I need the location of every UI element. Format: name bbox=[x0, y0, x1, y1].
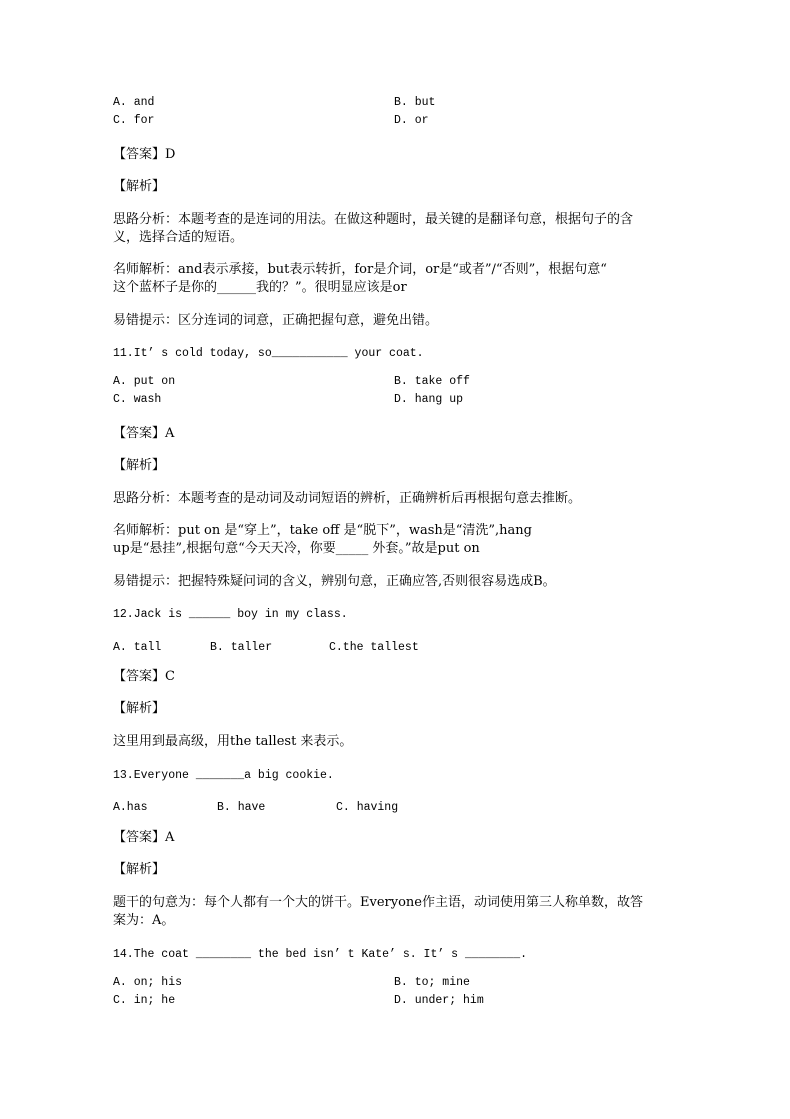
q10-option-d: D. or bbox=[394, 114, 429, 127]
q12-stem: 12.Jack is ______ boy in my class. bbox=[113, 608, 348, 621]
q14-option-c: C. in; he bbox=[113, 994, 176, 1007]
q14-option-d: D. under; him bbox=[394, 994, 484, 1007]
q11-option-a: A. put on bbox=[113, 375, 176, 388]
q13-option-c: C. having bbox=[336, 801, 399, 814]
q10-option-c: C. for bbox=[113, 114, 155, 127]
q12-option-c: C.the tallest bbox=[329, 641, 419, 654]
q14-option-b: B. to; mine bbox=[394, 976, 470, 989]
q12-analysis-label: 【解析】 bbox=[113, 701, 166, 716]
q10-idea-line-1: 思路分析：本题考查的是连词的用法。在做这种题时，最关键的是翻译句意，根据句子的含 bbox=[113, 212, 634, 227]
q10-option-b: B. but bbox=[394, 96, 436, 109]
q11-idea: 思路分析：本题考查的是动词及动词短语的辨析，正确辨析后再根据句意去推断。 bbox=[113, 491, 582, 506]
q13-explanation-line-1: 题干的句意为：每个人都有一个大的饼干。Everyone作主语，动词使用第三人称单数，故答 bbox=[113, 895, 643, 910]
q14-option-a: A. on; his bbox=[113, 976, 183, 989]
q12-option-a: A. tall bbox=[113, 641, 162, 654]
q11-option-c: C. wash bbox=[113, 393, 162, 406]
q11-analysis-label: 【解析】 bbox=[113, 458, 166, 473]
q10-teacher-line-2: 这个蓝杯子是你的______我的？”。很明显应该是or bbox=[113, 280, 407, 295]
q12-option-b: B. taller bbox=[210, 641, 273, 654]
q10-teacher-line-1: 名师解析：and表示承接，but表示转折，for是介词，or是“或者”/“否则”，根据句意“ bbox=[113, 262, 607, 277]
q10-tip: 易错提示：区分连词的词意，正确把握句意，避免出错。 bbox=[113, 313, 439, 328]
q13-option-a: A.has bbox=[113, 801, 148, 814]
q11-answer: 【答案】A bbox=[113, 426, 175, 441]
q13-analysis-label: 【解析】 bbox=[113, 862, 166, 877]
q13-explanation-line-2: 案为：A。 bbox=[113, 913, 175, 928]
q12-explanation: 这里用到最高级，用the tallest 来表示。 bbox=[113, 734, 353, 749]
q12-answer: 【答案】C bbox=[113, 669, 175, 684]
q11-option-b: B. take off bbox=[394, 375, 470, 388]
q14-stem: 14.The coat ________ the bed isn’ t Kate’ s. It’ s ________. bbox=[113, 948, 528, 961]
q13-stem: 13.Everyone _______a big cookie. bbox=[113, 769, 334, 782]
q10-idea-line-2: 义，选择合适的短语。 bbox=[113, 230, 244, 245]
q13-answer: 【答案】A bbox=[113, 830, 175, 845]
q11-stem: 11.It’ s cold today, so___________ your coat. bbox=[113, 347, 424, 360]
q10-analysis-label: 【解析】 bbox=[113, 179, 166, 194]
q11-tip: 易错提示：把握特殊疑问词的含义，辨别句意，正确应答,否则很容易选成B。 bbox=[113, 574, 556, 589]
q13-option-b: B. have bbox=[217, 801, 266, 814]
q11-teacher-line-1: 名师解析：put on 是“穿上”，take off 是“脱下”，wash是“清洗”,hang bbox=[113, 523, 533, 538]
q10-option-a: A. and bbox=[113, 96, 155, 109]
q10-answer: 【答案】D bbox=[113, 147, 176, 162]
q11-option-d: D. hang up bbox=[394, 393, 464, 406]
q11-teacher-line-2: up是“悬挂”,根据句意“今天天冷，你要_____ 外套。”故是put on bbox=[113, 541, 480, 556]
